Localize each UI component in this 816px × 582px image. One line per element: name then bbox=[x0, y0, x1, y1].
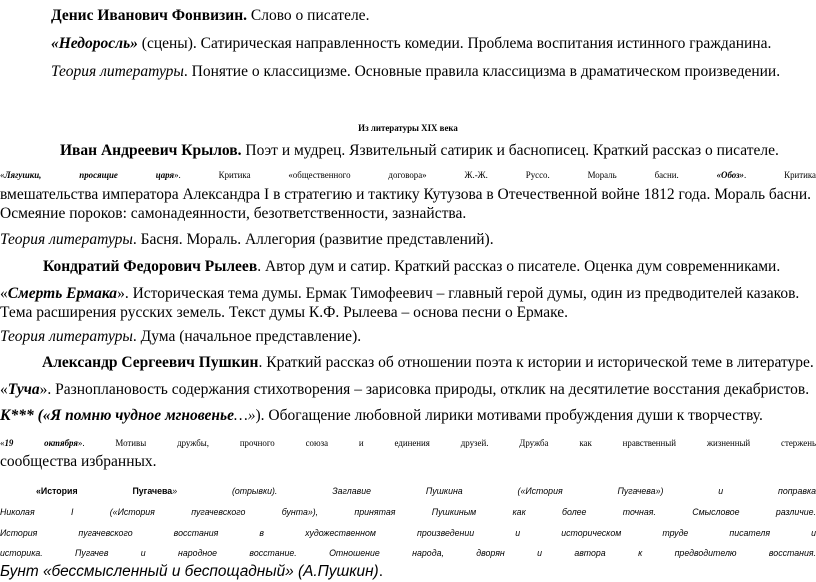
fonvizin-work-line bbox=[51, 34, 771, 54]
pushkin-history-line1 bbox=[36, 481, 816, 501]
krylov-heading-line bbox=[60, 141, 779, 161]
ryleev-work-line bbox=[0, 284, 799, 304]
pushkin-history-title: «История Пугачева bbox=[36, 486, 173, 496]
krylov-author-name: Иван Андреевич Крылов. bbox=[60, 142, 242, 159]
krylov-works-text: ». Критика «общественного договора» Ж.-Ж. Руссо. Мораль басни. bbox=[174, 170, 717, 180]
ryleev-theory-text: . Дума (начальное представление). bbox=[132, 328, 362, 345]
fonvizin-theory-label: Теория литературы bbox=[51, 63, 184, 80]
krylov-author-desc: Поэт и мудрец. Язвительный сатирик и баснописец. Краткий рассказ о писателе. bbox=[241, 142, 779, 159]
krylov-work-oboz-title: «Обоз» bbox=[716, 170, 744, 180]
pushkin-k-line bbox=[0, 406, 763, 426]
pushkin-october-line2: сообщества избранных. bbox=[0, 453, 157, 470]
pushkin-history-quote: » bbox=[172, 486, 178, 496]
pushkin-tucha-line bbox=[0, 380, 809, 400]
pushkin-tucha-text: ». Разноплановость содержания стихотворения – зарисовка природы, отклик на десятилетие восстания декабристов. bbox=[39, 381, 810, 398]
krylov-works-line2: вмешательства императора Александра I в стратегию и тактику Кутузова в Отечественной войне 1812 года. Мораль басни. bbox=[0, 186, 812, 203]
ryleev-heading-line bbox=[43, 257, 780, 277]
krylov-works-line3: Осмеяние пороков: самонадеянности, безответственности, зазнайства. bbox=[0, 205, 467, 222]
pushkin-october-title: 19 октября bbox=[4, 438, 78, 448]
pushkin-history-line2: Николая I («История пугачевского бунта»), принятая Пушкиным как более точная. Смысловое различие. bbox=[0, 507, 816, 517]
fonvizin-heading-line bbox=[51, 6, 369, 26]
section-heading: Из литературы XIX века bbox=[358, 123, 458, 133]
ryleev-work-text: ». Историческая тема думы. Ермак Тимофеевич – главный герой думы, один из предводителей казаков. bbox=[117, 285, 800, 302]
fonvizin-theory-text: . Понятие о классицизме. Основные правила классицизма в драматическом произведении. bbox=[183, 63, 781, 80]
krylov-works-line bbox=[0, 165, 816, 185]
krylov-work-frogs-title: Лягушки, просящие царя bbox=[4, 170, 175, 180]
pushkin-k-text: ). Обогащение любовной лирики мотивами пробуждения души к творчеству. bbox=[255, 407, 763, 424]
krylov-theory-line bbox=[0, 230, 494, 250]
pushkin-history-text5: Бунт «бессмысленный и беспощадный» (А.Пушкин) bbox=[0, 563, 379, 580]
fonvizin-author-desc: Слово о писателе. bbox=[247, 7, 370, 24]
ryleev-author-desc: . Автор дум и сатир. Краткий рассказ о писателе. Оценка дум современниками. bbox=[257, 258, 781, 275]
pushkin-history-line3: История пугачевского восстания в художественном произведении и историческом труде писателя и bbox=[0, 528, 816, 538]
pushkin-tucha-title: Туча bbox=[7, 381, 40, 398]
pushkin-history-line5 bbox=[0, 562, 383, 582]
pushkin-k-title: К*** («Я помню чудное мгновенье bbox=[0, 407, 234, 424]
krylov-theory-label: Теория литературы bbox=[0, 231, 133, 248]
pushkin-october-text: ». Мотивы дружбы, прочного союза и единения друзей. Дружба как нравственный жизненный стержень bbox=[77, 438, 816, 448]
ryleev-work-title: Смерть Ермака bbox=[7, 285, 118, 302]
fonvizin-author-name: Денис Иванович Фонвизин. bbox=[51, 7, 247, 24]
pushkin-tucha-quote: « bbox=[0, 381, 8, 398]
pushkin-author-name: Александр Сергеевич Пушкин bbox=[42, 354, 259, 371]
ryleev-theory-label: Теория литературы bbox=[0, 328, 133, 345]
ryleev-theory-line bbox=[0, 327, 361, 347]
pushkin-author-desc: . Краткий рассказ об отношении поэта к истории и исторической теме в литературе. bbox=[258, 354, 814, 371]
pushkin-heading-line bbox=[42, 353, 814, 373]
fonvizin-theory-line bbox=[51, 62, 780, 82]
fonvizin-work-desc: (сцены). Сатирическая направленность комедии. Проблема воспитания истинного гражданина. bbox=[137, 35, 772, 52]
fonvizin-work-title: «Недоросль» bbox=[51, 35, 138, 52]
pushkin-k-ellipsis: …» bbox=[233, 407, 256, 424]
krylov-works-end: . Критика bbox=[744, 170, 816, 180]
pushkin-history-end: . bbox=[378, 563, 383, 580]
ryleev-quote-open: « bbox=[0, 285, 8, 302]
krylov-theory-text: . Басня. Мораль. Аллегория (развитие представлений). bbox=[132, 231, 494, 248]
pushkin-history-line4: историка. Пугачев и народное восстание. Отношение народа, дворян и автора к предводителю восстания. bbox=[0, 548, 816, 558]
pushkin-history-text1: (отрывки). Заглавие Пушкина («История Пугачева») и поправка bbox=[177, 486, 816, 496]
ryleev-author-name: Кондратий Федорович Рылеев bbox=[43, 258, 258, 275]
krylov-quote-open: « bbox=[0, 170, 5, 180]
ryleev-work-line2: Тема расширения русских земель. Текст думы К.Ф. Рылеева – основа песни о Ермаке. bbox=[0, 304, 569, 321]
pushkin-october-quote: « bbox=[0, 438, 5, 448]
pushkin-october-line bbox=[0, 433, 816, 453]
